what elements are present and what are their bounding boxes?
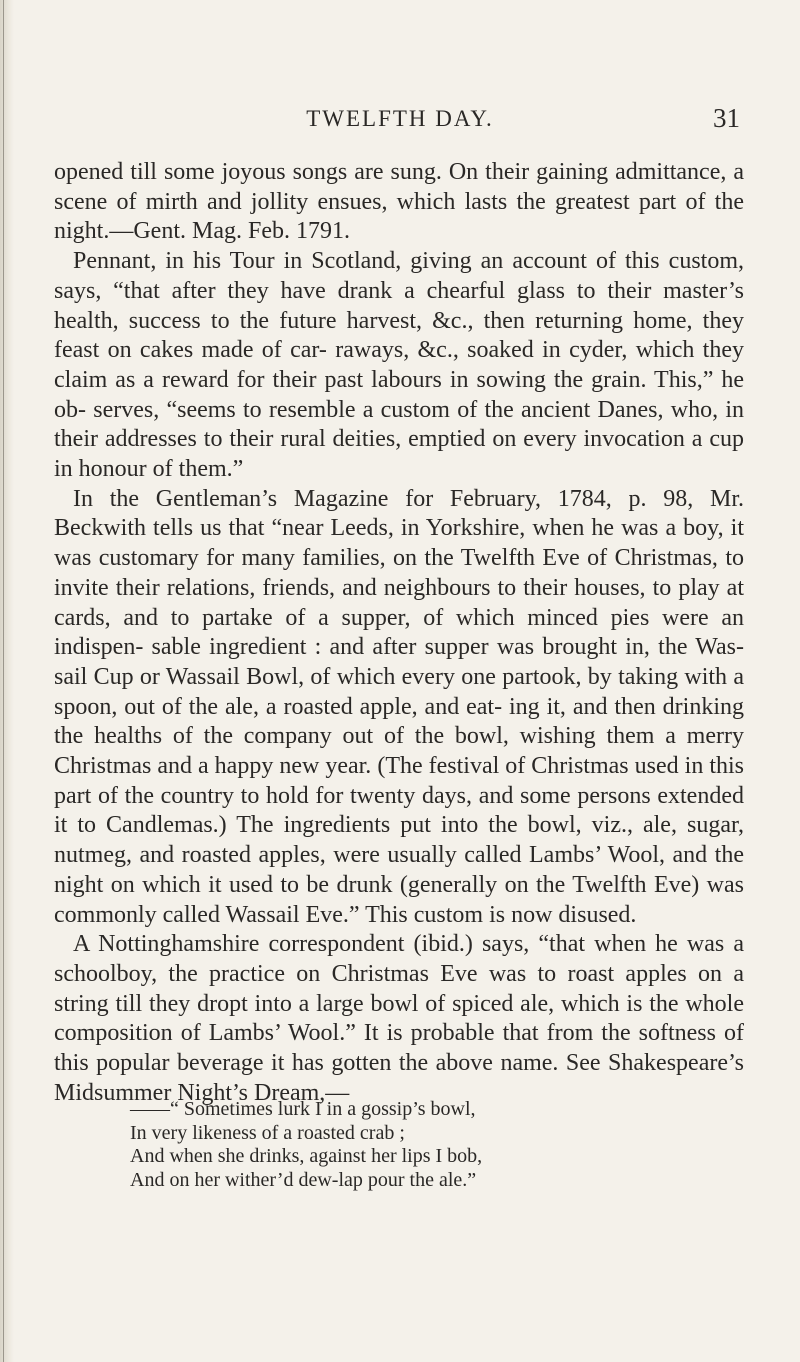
paragraph-continuation: opened till some joyous songs are sung. On their gaining admittance, a scene of mirth and jollity ensues, which lasts the greatest part of the night.—Gent. Mag. Feb. 1791. bbox=[54, 159, 744, 245]
page-number: 31 bbox=[713, 103, 740, 133]
running-title: TWELFTH DAY. bbox=[306, 106, 494, 131]
paragraph-pennant: Pennant, in his Tour in Scotland, giving an account of this custom, says, “that after they have drank a chearful glass to their master’s health, success to the future harvest, &c., then returning home, they feast on cakes made of car- raways, &c., soaked in cyder, which they claim as a reward for their past labours in sowing the grain. This,” he ob- serves, “seems to resemble a custom of the ancient Danes, who, in their addresses to their rural deities, emptied on every invocation a cup in honour of them.” bbox=[54, 248, 744, 483]
paragraph-beckwith: In the Gentleman’s Magazine for February, 1784, p. 98, Mr. Beckwith tells us that “near Leeds, in Yorkshire, when he was a boy, it was customary for many families, on the Twelfth Eve of Christmas, to invite their relations, friends, and neighbours to their houses, to play at cards, and to partake of a supper, of which minced pies were an indispen- sable ingredient : and after supper was brought in, the Was- sail Cup or Wassail Bowl, of which every one partook, by taking with a spoon, out of the ale, a roasted apple, and eat- ing it, and then drinking the healths of the company out of the bowl, wishing them a merry Christmas and a happy new year. (The festival of Christmas used in this part of the country to hold for twenty days, and some persons extended it to Candlemas.) The ingredients put into the bowl, viz., ale, sugar, nutmeg, and roasted apples, were usually called Lambs’ Wool, and the night on which it used to be drunk (generally on the Twelfth Eve) was commonly called Wassail Eve.” This custom is now disused. bbox=[54, 485, 744, 928]
quote-line: In very likeness of a roasted crab ; bbox=[130, 1121, 405, 1144]
quote-line: And on her wither’d dew-lap pour the ale.” bbox=[130, 1168, 477, 1191]
paragraph-nottinghamshire: A Nottinghamshire correspondent (ibid.) says, “that when he was a schoolboy, the practice on Christmas Eve was to roast apples on a string till they dropt into a large bowl of spiced ale, which is the whole composition of Lambs’ Wool.” It is probable that from the softness of this popular beverage it has gotten the above name. See Shakespeare’s Midsummer Night’s Dream,— bbox=[54, 931, 744, 1106]
running-head bbox=[60, 103, 740, 140]
shakespeare-quote bbox=[130, 1098, 690, 1192]
quote-line: ——“ Sometimes lurk I in a gossip’s bowl, bbox=[130, 1098, 476, 1120]
quote-line: And when she drinks, against her lips I bob, bbox=[130, 1145, 483, 1167]
body-text bbox=[54, 158, 744, 1109]
